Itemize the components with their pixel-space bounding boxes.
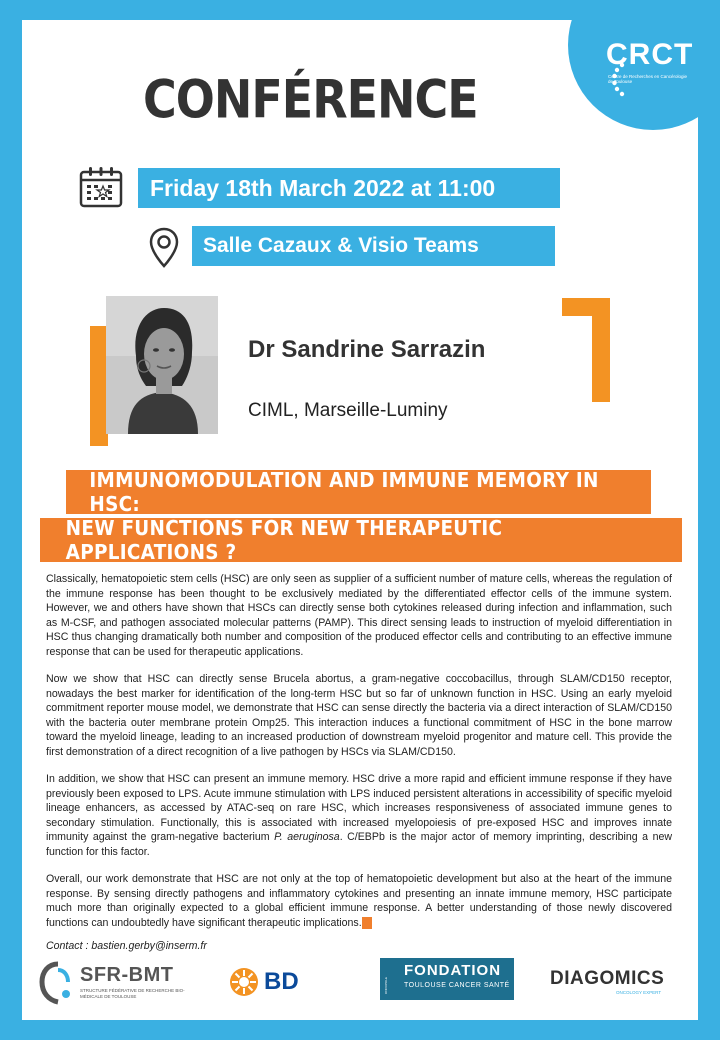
fondation-subtitle: TOULOUSE CANCER SANTÉ	[404, 982, 510, 989]
sfr-bmt-logo-mark	[38, 960, 78, 1006]
event-location: Salle Cazaux & Visio Teams	[192, 226, 555, 266]
event-date: Friday 18th March 2022 at 11:00	[138, 168, 560, 208]
abstract-paragraph-3-part-2: . C/EBPb is the major actor of memory imprinting, describing a new function for this factor.	[46, 831, 672, 858]
calendar-icon	[79, 166, 123, 208]
diagomics-name: DIAGOMICS	[550, 968, 665, 989]
species-name: P. aeruginosa	[274, 831, 340, 843]
sponsor-logos	[0, 958, 720, 1018]
fondation-logo	[380, 958, 514, 1000]
talk-title-line-1-text: IMMUNOMODULATION AND IMMUNE MEMORY IN HSC:	[89, 468, 599, 516]
fondation-side-label: ONCOPOLE	[384, 976, 388, 994]
diagomics-subtitle: ONCOLOGY EXPERT	[616, 990, 662, 995]
talk-title-line-2-text: NEW FUNCTIONS FOR NEW THERAPEUTIC APPLICATIONS ?	[65, 516, 503, 564]
abstract-paragraph-4	[46, 872, 672, 930]
map-pin-icon	[148, 226, 180, 270]
sfr-bmt-subtitle: STRUCTURE FÉDÉRATIVE DE RECHERCHE BIO-MÉDICALE DE TOULOUSE	[80, 988, 185, 999]
abstract-paragraph-3-part-1: In addition, we show that HSC can present an immune memory. HSC drive a more rapid and efficient immune response if they have previously been exposed to LPS. Acute immune stimulation with LPS induced persistent alterations in accessibility of specific myeloid lineage enhancers, as accessed by ATAC-seq on rare HSC, which increases responsiveness of associated immune genes to secondary stimulation. Functionally, this is associated with increased myelopoiesis of pre-exposed HSC and improves innate immunity against the gram-negative bacterium	[46, 773, 672, 843]
fondation-name: FONDATION	[404, 962, 502, 979]
speaker-portrait-illustration	[106, 296, 218, 434]
abstract-paragraph-2: Now we show that HSC can directly sense Brucela abortus, a gram-negative coccobacillus, through SLAM/CD150 receptor, nowadays the best marker for identification of the long-term HSC but so far of unknown function in HSC. Using an early myeloid commitment reporter mouse model, we demonstrate that HSC can sense directly the bacteria via a direct interaction of SLAM/CD150 with the bacteria outer membrane protein Omp25. This interaction induces a functional commitment of HSC in the bone marrow toward the myeloid lineage, leading to an increased production of downstream myeloid progenitor and mature cell. This provide the first demonstration of a direct recognition of a live pathogen by HSCs via SLAM/CD150.	[46, 673, 672, 758]
talk-title-line-1	[66, 470, 651, 514]
bd-name: BD	[264, 968, 299, 995]
bd-logo	[228, 966, 312, 1002]
crct-logo-text: CRCT	[606, 38, 694, 71]
decorative-bar-right	[592, 298, 610, 402]
page-title: CONFÉRENCE	[143, 68, 478, 131]
abstract-paragraph-1: Classically, hematopoietic stem cells (HSC) are only seen as supplier of a sufficient number of mature cells, whereas the regulation of the immune response has been thought to be exclusively mediated by the differentiated effector cells of the immune system. However, we and others have shown that HSCs can directly sense both cytokines released during infection and inflammation, such as M-CSF, and pathogen associated molecular patterns (PAMP). This direct sensing leads to instruction of myeloid differentiation in HSC thus changing dramatically both number and composition of the produced effector cells and contributing to an effective immune response that can be used for therapeutic applications.	[46, 573, 672, 658]
abstract-paragraph-4-text: Overall, our work demonstrate that HSC are not only at the top of hematopoietic development but also at the heart of the immune response. By sensing directly pathogens and inflammatory cytokines and presenting an innate immune memory, HSC participate much more than originally expected to a global efficient immune response. A better understanding of those newly discovered functions can undoubtedly have significant therapeutic implications.	[46, 873, 672, 929]
speaker-affiliation: CIML, Marseille-Luminy	[248, 400, 448, 421]
abstract	[46, 572, 672, 943]
crct-logo-subtitle: Centre de Recherches en Cancérologie de Toulouse	[608, 74, 688, 85]
sfr-bmt-logo	[38, 960, 188, 1006]
abstract-paragraph-3	[46, 772, 672, 859]
diagomics-logo	[550, 966, 680, 1002]
contact-line: Contact : bastien.gerby@inserm.fr	[46, 940, 207, 952]
speaker-photo	[106, 296, 218, 434]
orange-marker	[362, 917, 372, 929]
bd-sun-icon	[228, 966, 260, 998]
sfr-bmt-name: SFR-BMT	[80, 964, 174, 986]
speaker-name: Dr Sandrine Sarrazin	[248, 336, 486, 363]
talk-title-line-2	[40, 518, 682, 562]
